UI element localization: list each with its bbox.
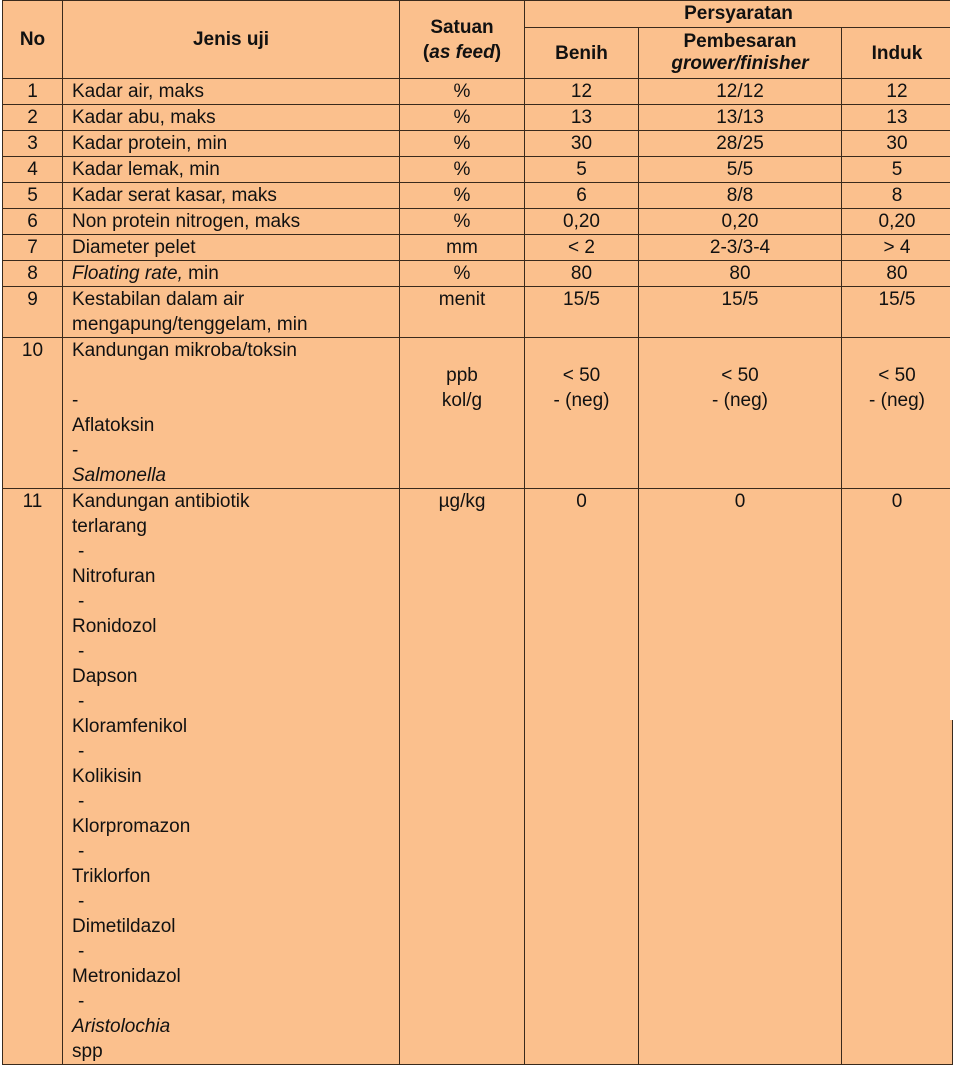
cell-pembesaran: 2-3/3-4 bbox=[639, 235, 842, 261]
cell-jenis: Kadar lemak, min bbox=[63, 157, 400, 183]
table-row bbox=[3, 105, 953, 131]
list-item bbox=[72, 589, 399, 639]
header-satuan-label: Satuan bbox=[430, 16, 494, 38]
table-row bbox=[3, 131, 953, 157]
table-row bbox=[3, 287, 953, 338]
cell-jenis bbox=[63, 287, 400, 338]
feed-requirements-table bbox=[2, 0, 953, 1065]
cell-satuan bbox=[400, 338, 525, 489]
cell-pembesaran: 0 bbox=[639, 489, 842, 1065]
list-item bbox=[72, 939, 399, 989]
table-row bbox=[3, 235, 953, 261]
cell-no: 1 bbox=[3, 79, 63, 105]
cell-benih: 30 bbox=[525, 131, 639, 157]
header-pembesaran-label: Pembesaran bbox=[683, 31, 797, 52]
cell-jenis-dash2: - bbox=[72, 440, 79, 461]
cell-induk: 8 bbox=[842, 183, 953, 209]
list-bullet: - bbox=[78, 541, 85, 562]
cell-satuan-2: kol/g bbox=[441, 390, 483, 411]
table-row bbox=[3, 183, 953, 209]
cell-jenis: Kadar abu, maks bbox=[63, 105, 400, 131]
cell-pembesaran: 8/8 bbox=[639, 183, 842, 209]
table-row bbox=[3, 157, 953, 183]
cell-jenis-line1 bbox=[72, 338, 399, 413]
list-item-italic: Aristolochia bbox=[72, 1016, 171, 1037]
cell-jenis-line2: Aflatoksin bbox=[72, 415, 155, 436]
list-bullet: - bbox=[78, 791, 85, 812]
list-bullet: - bbox=[78, 641, 85, 662]
cell-no: 9 bbox=[3, 287, 63, 338]
cell-satuan: mm bbox=[400, 235, 525, 261]
header-no: No bbox=[3, 1, 63, 79]
antibiotic-list bbox=[72, 539, 399, 989]
list-bullet: - bbox=[78, 591, 85, 612]
cell-induk: 13 bbox=[842, 105, 953, 131]
cell-benih: 0 bbox=[525, 489, 639, 1065]
cell-induk bbox=[842, 338, 953, 489]
cell-jenis: Kadar serat kasar, maks bbox=[63, 183, 400, 209]
header-pembesaran bbox=[639, 28, 842, 79]
cell-jenis-line2: mengapung/tenggelam, min bbox=[72, 314, 308, 335]
table-row bbox=[3, 338, 953, 489]
cell-no: 10 bbox=[3, 338, 63, 489]
list-item-label: Ronidozol bbox=[72, 616, 157, 637]
table-row bbox=[3, 79, 953, 105]
cell-benih bbox=[525, 338, 639, 489]
cell-jenis-dash: - bbox=[72, 390, 79, 411]
cell-jenis-line3 bbox=[72, 438, 399, 488]
cell-benih: 5 bbox=[525, 157, 639, 183]
list-item-rest: spp bbox=[72, 1041, 103, 1062]
cell-no: 2 bbox=[3, 105, 63, 131]
cell-jenis-line1: Kandungan antibiotik bbox=[72, 491, 250, 512]
cell-no: 11 bbox=[3, 489, 63, 1065]
cell-benih: 0,20 bbox=[525, 209, 639, 235]
table-row bbox=[3, 489, 953, 1065]
cell-satuan: % bbox=[400, 131, 525, 157]
cell-jenis: Kadar protein, min bbox=[63, 131, 400, 157]
header-satuan: Satuan (as feed) bbox=[400, 1, 525, 79]
cell-induk: > 4 bbox=[842, 235, 953, 261]
cell-satuan: % bbox=[400, 261, 525, 287]
cell-no: 4 bbox=[3, 157, 63, 183]
list-item bbox=[72, 889, 399, 939]
cell-pembesaran-2: - (neg) bbox=[712, 390, 768, 411]
cell-pembesaran bbox=[639, 338, 842, 489]
cell-induk: 0,20 bbox=[842, 209, 953, 235]
cell-satuan-1: ppb bbox=[446, 365, 478, 386]
cell-induk: 30 bbox=[842, 131, 953, 157]
cell-jenis bbox=[63, 489, 400, 1065]
cell-pembesaran: 12/12 bbox=[639, 79, 842, 105]
cell-pembesaran: 15/5 bbox=[639, 287, 842, 338]
header-satuan-sub: as feed bbox=[429, 41, 495, 63]
cell-jenis bbox=[63, 338, 400, 489]
cell-satuan: % bbox=[400, 209, 525, 235]
header-persyaratan: Persyaratan bbox=[525, 1, 953, 28]
header-pembesaran-sub: grower/finisher bbox=[671, 53, 809, 74]
header-induk: Induk bbox=[842, 28, 953, 79]
cell-benih: 12 bbox=[525, 79, 639, 105]
cell-no: 8 bbox=[3, 261, 63, 287]
list-bullet: - bbox=[78, 891, 85, 912]
cell-pembesaran-1: < 50 bbox=[721, 365, 759, 386]
cell-jenis: Diameter pelet bbox=[63, 235, 400, 261]
cell-jenis-line3-text: Salmonella bbox=[72, 465, 166, 486]
list-item-label: Metronidazol bbox=[72, 966, 181, 987]
cell-induk: 15/5 bbox=[842, 287, 953, 338]
cell-benih: 15/5 bbox=[525, 287, 639, 338]
cell-benih: 6 bbox=[525, 183, 639, 209]
list-bullet: - bbox=[78, 691, 85, 712]
cell-benih: 80 bbox=[525, 261, 639, 287]
list-item-label: Kloramfenikol bbox=[72, 716, 188, 737]
cell-satuan: % bbox=[400, 183, 525, 209]
cell-induk-1: < 50 bbox=[878, 365, 916, 386]
cell-induk: 0 bbox=[842, 489, 953, 1065]
list-item-label: Klorpromazon bbox=[72, 816, 191, 837]
cell-pembesaran: 13/13 bbox=[639, 105, 842, 131]
header-jenis-uji: Jenis uji bbox=[63, 1, 400, 79]
cell-benih-1: < 50 bbox=[562, 365, 601, 386]
cell-pembesaran: 0,20 bbox=[639, 209, 842, 235]
right-margin bbox=[950, 0, 960, 720]
cell-jenis: Non protein nitrogen, maks bbox=[63, 209, 400, 235]
list-item bbox=[72, 839, 399, 889]
cell-benih: 13 bbox=[525, 105, 639, 131]
cell-no: 6 bbox=[3, 209, 63, 235]
list-item-label: Dimetildazol bbox=[72, 916, 176, 937]
list-bullet: - bbox=[78, 741, 85, 762]
header-benih: Benih bbox=[525, 28, 639, 79]
cell-no: 3 bbox=[3, 131, 63, 157]
cell-jenis-line1: Kestabilan dalam air bbox=[72, 289, 245, 310]
list-item: - Aristolochia spp bbox=[72, 989, 399, 1064]
cell-induk-2: - (neg) bbox=[869, 390, 925, 411]
list-item bbox=[72, 539, 399, 589]
cell-satuan: µg/kg bbox=[400, 489, 525, 1065]
cell-pembesaran: 80 bbox=[639, 261, 842, 287]
cell-induk: 5 bbox=[842, 157, 953, 183]
list-item bbox=[72, 689, 399, 739]
cell-no: 7 bbox=[3, 235, 63, 261]
cell-benih-2: - (neg) bbox=[553, 390, 610, 411]
cell-jenis-line2: terlarang bbox=[72, 516, 147, 537]
cell-jenis bbox=[63, 261, 400, 287]
cell-induk: 80 bbox=[842, 261, 953, 287]
cell-jenis-italic: Floating rate, bbox=[72, 263, 183, 284]
cell-satuan: % bbox=[400, 105, 525, 131]
cell-pembesaran: 5/5 bbox=[639, 157, 842, 183]
cell-pembesaran: 28/25 bbox=[639, 131, 842, 157]
list-bullet: - bbox=[78, 841, 85, 862]
list-item-label: Triklorfon bbox=[72, 866, 151, 887]
list-item-label: Kolikisin bbox=[72, 766, 142, 787]
list-bullet: - bbox=[78, 941, 85, 962]
list-item bbox=[72, 789, 399, 839]
list-item bbox=[72, 639, 399, 689]
table-row bbox=[3, 209, 953, 235]
list-item bbox=[72, 739, 399, 789]
cell-jenis-rest: min bbox=[182, 263, 219, 284]
list-item-label: Dapson bbox=[72, 666, 138, 687]
cell-satuan: menit bbox=[400, 287, 525, 338]
list-item-label: Nitrofuran bbox=[72, 566, 156, 587]
table-row bbox=[3, 261, 953, 287]
cell-benih: < 2 bbox=[525, 235, 639, 261]
cell-no: 5 bbox=[3, 183, 63, 209]
cell-satuan: % bbox=[400, 157, 525, 183]
cell-jenis: Kadar air, maks bbox=[63, 79, 400, 105]
cell-induk: 12 bbox=[842, 79, 953, 105]
cell-satuan: % bbox=[400, 79, 525, 105]
cell-jenis-line1-text: Kandungan mikroba/toksin bbox=[72, 340, 297, 361]
